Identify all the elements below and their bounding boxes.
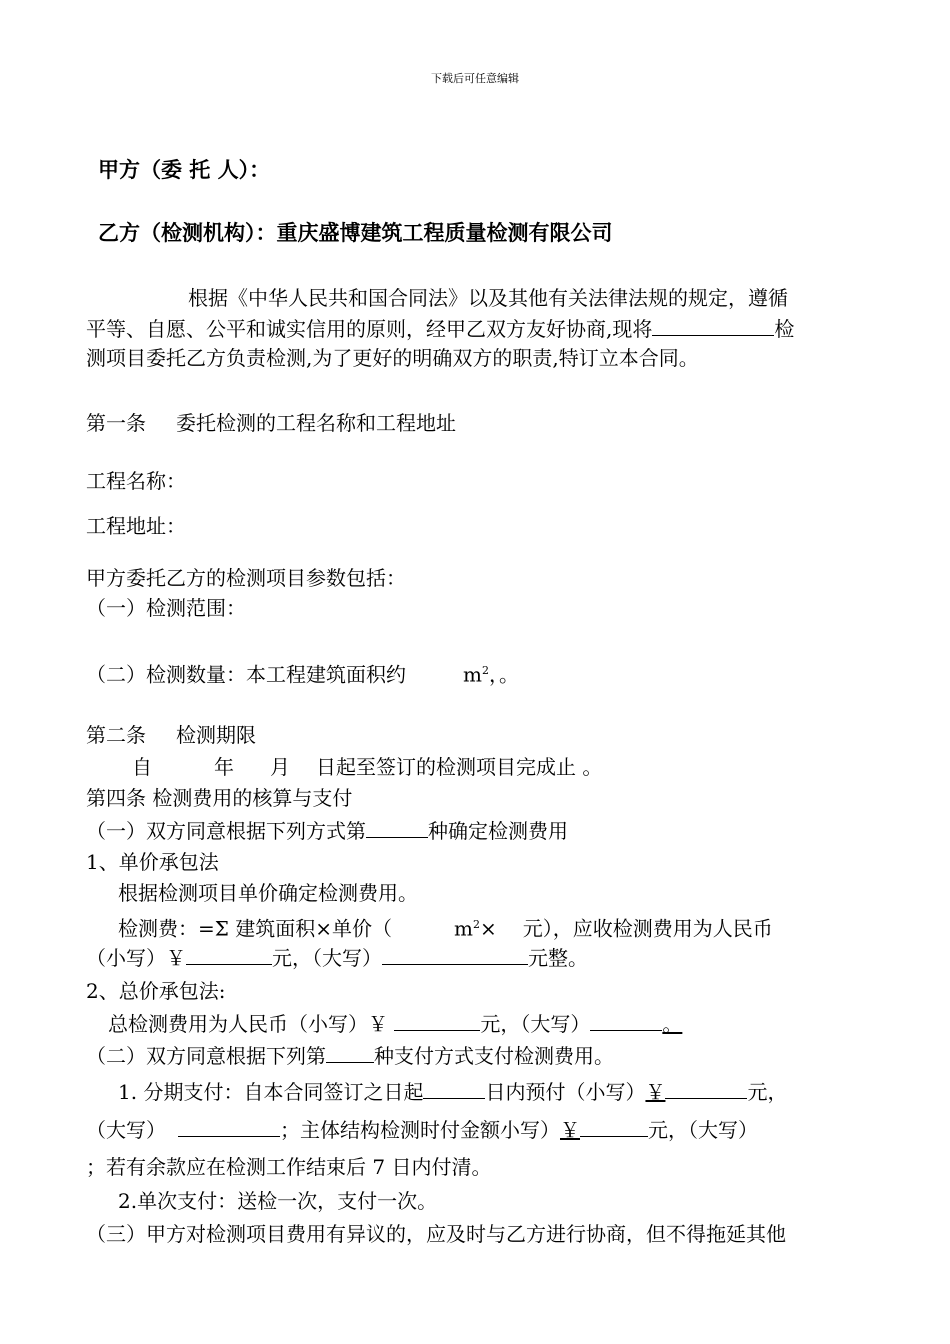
method-2-end: 。: [662, 1012, 683, 1036]
installment-prepay: 日内预付（小写）: [485, 1080, 646, 1104]
project-name-label: 工程名称：: [86, 469, 186, 493]
fee-method-text: （一）双方同意根据下列方式第: [86, 819, 366, 843]
single-payment: 2.单次支付：送检一次，支付一次。: [118, 1189, 438, 1213]
party-b-label: 乙方（检测机构）：: [98, 221, 277, 245]
preamble-line-2-end: 检: [774, 317, 795, 341]
party-b-line: [98, 220, 613, 246]
party-b-name: 重庆盛博建筑工程质量检测有限公司: [276, 221, 613, 245]
fee-method-end: 种确定检测费用: [428, 819, 568, 843]
method-2-line: [108, 1010, 682, 1037]
installment-structure-yen: ￥: [560, 1118, 580, 1142]
method-2-mid: 元，（大写）: [480, 1012, 591, 1036]
method-1-unit-exponent: 2: [472, 918, 480, 931]
method-1-times: ×: [479, 916, 497, 941]
installment-line-2: [86, 1116, 758, 1143]
payment-method-line: [86, 1042, 614, 1069]
blank-amount-big: [382, 944, 528, 965]
blank-structure-small: [580, 1116, 648, 1137]
article-2-heading: [86, 722, 256, 748]
article-1-heading: [86, 410, 456, 436]
period-year: 年: [214, 755, 234, 779]
blank-prepay-big: [178, 1116, 280, 1137]
installment-big-label: （大写）: [86, 1118, 166, 1142]
quantity-end: ，。: [488, 662, 519, 687]
blank-total-small: [394, 1010, 480, 1031]
method-1-unit: m: [454, 916, 473, 941]
scope-label: （一）检测范围：: [86, 596, 246, 620]
payment-method-end: 种支付方式支付检测费用。: [374, 1044, 614, 1068]
amount-small-label: （小写）￥: [86, 946, 186, 970]
period-line: [132, 754, 602, 780]
method-2-title: 2、总价承包法:: [86, 979, 226, 1003]
method-1-title: 1、单价承包法: [86, 850, 219, 874]
article-1-title: 委托检测的工程名称和工程地址: [176, 411, 456, 435]
preamble-line-3: 测项目委托乙方负责检测,为了更好的明确双方的职责,特订立本合同。: [86, 346, 699, 370]
method-1-desc: 根据检测项目单价确定检测费用。: [118, 881, 418, 905]
preamble-line-2: [86, 315, 794, 342]
payment-method-text: （二）双方同意根据下列第: [86, 1044, 326, 1068]
params-intro: 甲方委托乙方的检测项目参数包括：: [86, 566, 406, 590]
period-rest: 日起至签订的检测项目完成止 。: [316, 755, 603, 779]
preamble-line-2-text: 平等、自愿、公平和诚实信用的原则，经甲乙双方友好协商,现将: [86, 317, 653, 341]
installment-structure-end: 元，（大写）: [648, 1118, 758, 1142]
article-2-title: 检测期限: [176, 723, 256, 747]
blank-fee-method: [366, 817, 428, 838]
installment-text: 1. 分期支付：自本合同签订之日起: [118, 1080, 424, 1104]
method-1-amount-line: [86, 944, 588, 971]
method-2-text: 总检测费用为人民币（小写）￥: [108, 1012, 395, 1036]
installment-structure: ；主体结构检测时付金额小写）: [280, 1118, 560, 1142]
amount-end: 元整。: [528, 946, 588, 970]
preamble-line-1: 根据《中华人民共和国合同法》以及其他有关法律法规的规定，遵循: [188, 286, 788, 310]
fee-method-line: [86, 817, 568, 844]
installment-yuan: 元，: [747, 1080, 788, 1104]
installment-yen: ￥: [645, 1080, 666, 1104]
blank-payment-method: [326, 1042, 374, 1063]
party-a-label: 甲方（委 托 人）：: [98, 158, 271, 182]
article-4-heading: 第四条 检测费用的核算与支付: [86, 786, 353, 810]
installment-line-1: [118, 1078, 787, 1105]
period-month: 月: [270, 755, 290, 779]
area-unit-exponent: 2: [481, 664, 489, 677]
blank-prepay-small: [665, 1078, 747, 1099]
area-unit: m: [463, 662, 482, 687]
installment-line-3: ；若有余款应在检测工作结束后 7 日内付清。: [86, 1155, 492, 1179]
dispute-clause: （三）甲方对检测项目费用有异议的，应及时与乙方进行协商，但不得拖延其他: [86, 1222, 786, 1246]
quantity-label: （二）检测数量：本工程建筑面积约: [86, 662, 406, 687]
amount-big-label: 元，（大写）: [272, 946, 382, 970]
blank-project-name: [652, 315, 774, 336]
article-1-number: 第一条: [86, 411, 146, 435]
method-1-fee-line: [118, 912, 773, 942]
quantity-line: [86, 658, 519, 688]
blank-days: [423, 1078, 485, 1099]
blank-amount-small: [186, 944, 272, 965]
blank-total-big: [590, 1010, 662, 1031]
method-1-fee-end: 元），应收检测费用为人民币: [522, 916, 773, 941]
method-1-fee-text: 检测费：=Σ 建筑面积×单价（: [118, 916, 393, 941]
header-note: 下载后可任意编辑: [431, 72, 519, 85]
project-address-label: 工程地址：: [86, 514, 186, 538]
period-from: 自: [132, 755, 152, 779]
article-2-number: 第二条: [86, 723, 146, 747]
